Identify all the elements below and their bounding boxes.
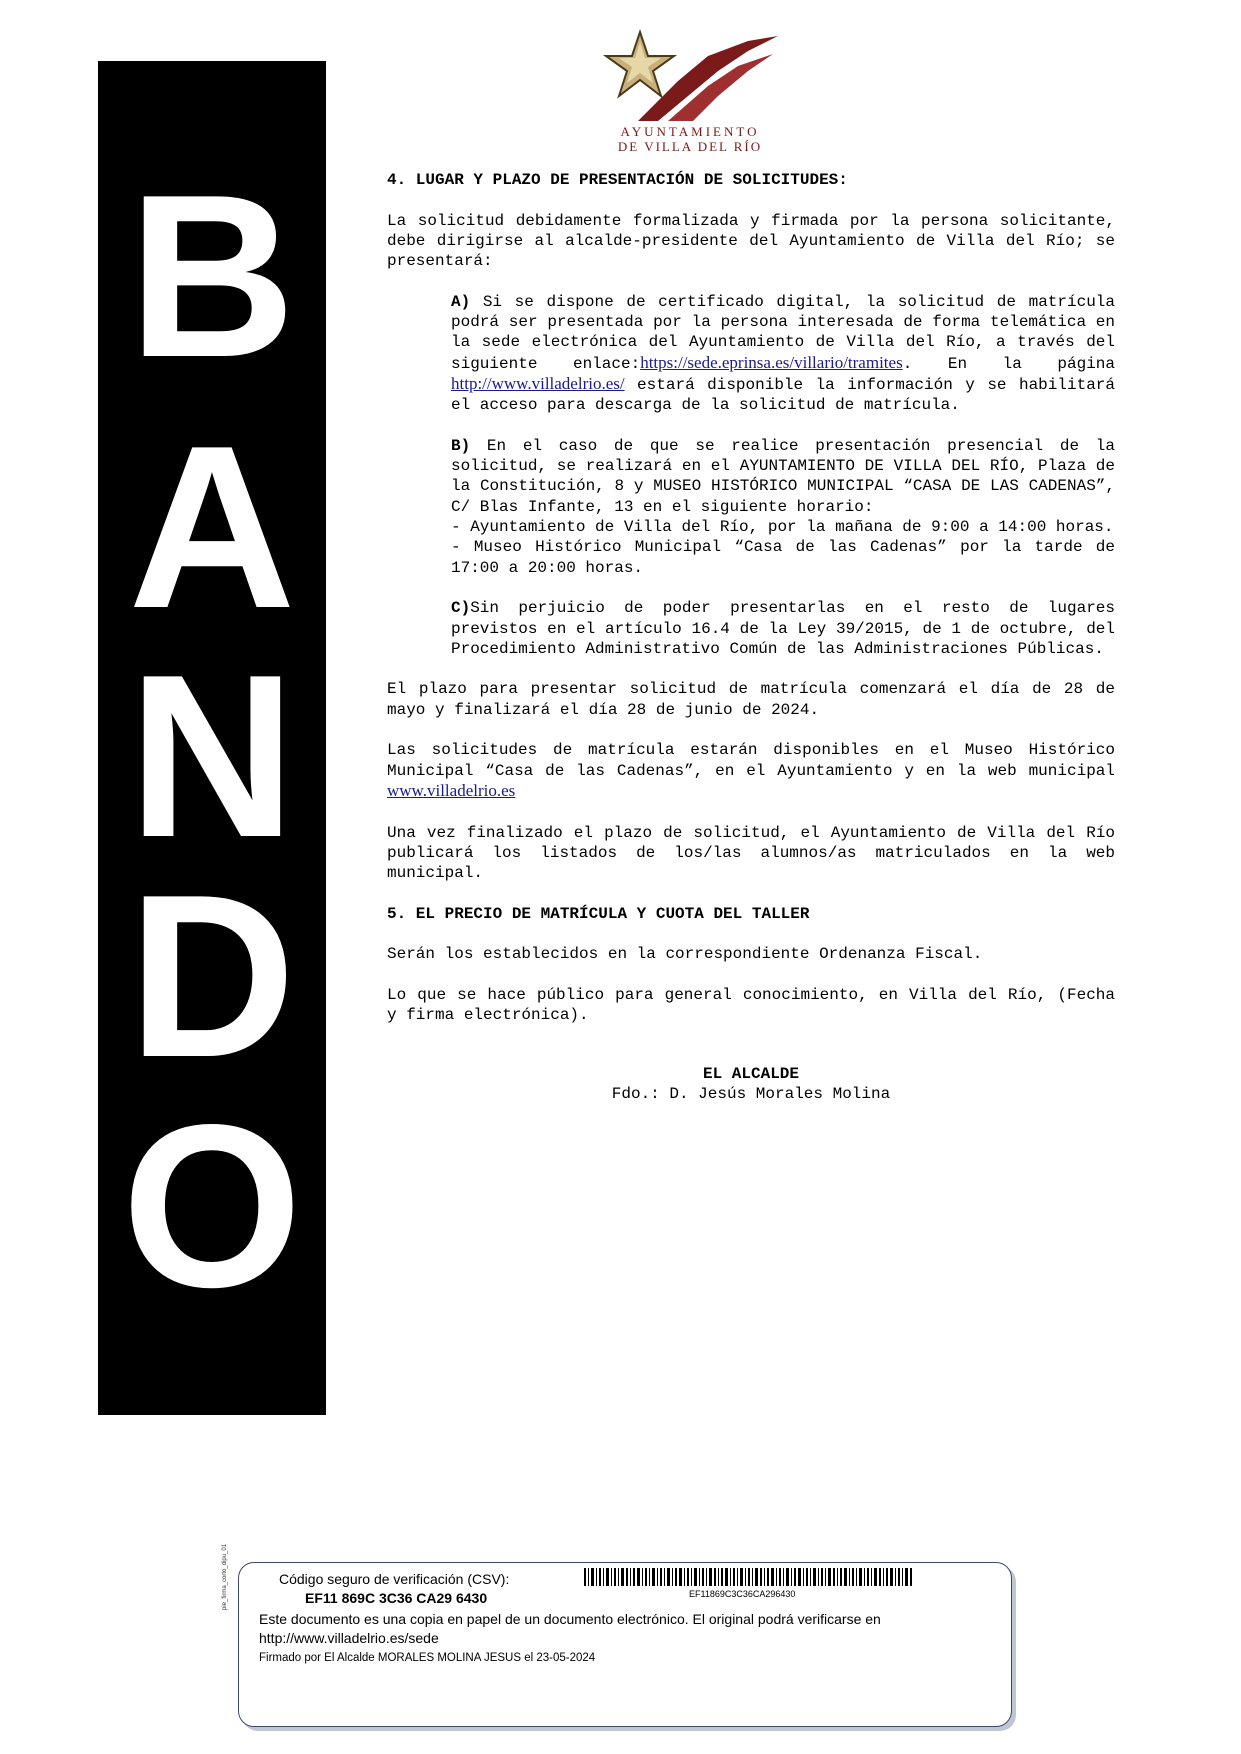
logo-text-line2: DE VILLA DEL RÍO bbox=[617, 139, 763, 154]
villadelrio-link[interactable]: http://www.villadelrio.es/ bbox=[451, 373, 625, 393]
item-c-paragraph bbox=[451, 598, 1115, 659]
item-c-label: C) bbox=[451, 599, 471, 618]
section-4-intro: La solicitud debidamente formalizada y firmada por la persona solicitante, debe dirigirse al alcalde-presidente del Ayuntamiento de Villa del Río; se presentará: bbox=[387, 211, 1115, 271]
star-and-mountains-logo-icon bbox=[598, 26, 782, 126]
csv-label: Código seguro de verificación (CSV): bbox=[279, 1571, 510, 1587]
listados-paragraph: Una vez finalizado el plazo de solicitud, el Ayuntamiento de Villa del Río publicará los listados de los/las alumnos/as matriculados en la web municipal. bbox=[387, 823, 1115, 883]
bando-banner bbox=[98, 61, 326, 1415]
banner-letter-a: A bbox=[128, 398, 296, 657]
closing-paragraph: Lo que se hace público para general conocimiento, en Villa del Río, (Fecha y firma electrónica). bbox=[387, 985, 1115, 1025]
item-a-text2: . En la página bbox=[902, 354, 1115, 373]
sede-link[interactable]: https://sede.eprinsa.es/villario/tramites bbox=[640, 352, 903, 372]
verification-url[interactable]: http://www.villadelrio.es/sede bbox=[259, 1630, 439, 1646]
barcode-icon bbox=[584, 1568, 914, 1586]
item-a-text3: estará disponible la información y se habilitará el acceso para descarga de la solicitud de matrícula. bbox=[451, 375, 1115, 415]
signed-by: Firmado por El Alcalde MORALES MOLINA JESUS el 23-05-2024 bbox=[259, 1652, 596, 1664]
banner-letter-n: N bbox=[128, 627, 296, 886]
item-b-paragraph bbox=[451, 436, 1115, 517]
banner-letter-b: B bbox=[128, 147, 296, 406]
item-c-text: Sin perjuicio de poder presentarlas en el resto de lugares previstos en el artículo 16.4 de la Ley 39/2015, de 1 de octubre, del Procedimiento Administrativo Común de las Administraciones Públicas. bbox=[451, 599, 1115, 658]
side-footer-code: pie_firma_corto_dipu_01 bbox=[222, 1543, 228, 1610]
item-b-line2: - Museo Histórico Municipal “Casa de las Cadenas” por la tarde de 17:00 a 20:00 horas. bbox=[451, 538, 1115, 577]
web-municipal-link[interactable]: www.villadelrio.es bbox=[387, 780, 516, 800]
signature-title: EL ALCALDE bbox=[702, 1064, 799, 1083]
disponibles-paragraph bbox=[387, 740, 1115, 802]
item-b-line1: - Ayuntamiento de Villa del Río, por la mañana de 9:00 a 14:00 horas. bbox=[451, 518, 1114, 537]
item-a-label: A) bbox=[451, 292, 471, 311]
signature-name: Fdo.: D. Jesús Morales Molina bbox=[611, 1085, 891, 1104]
banner-letter-o: O bbox=[121, 1077, 303, 1336]
barcode-caption: EF11869C3C36CA296430 bbox=[689, 1589, 796, 1599]
item-b-label: B) bbox=[451, 436, 471, 455]
plazo-paragraph: El plazo para presentar solicitud de matrícula comenzará el día de 28 de mayo y finalizará el día 28 de junio de 2024. bbox=[387, 680, 1115, 719]
section-5-heading: 5. EL PRECIO DE MATRÍCULA Y CUOTA DEL TALLER bbox=[387, 904, 810, 923]
csv-code: EF11 869C 3C36 CA29 6430 bbox=[305, 1590, 488, 1606]
section-4-heading: 4. LUGAR Y PLAZO DE PRESENTACIÓN DE SOLICITUDES: bbox=[387, 171, 848, 189]
item-b-text: En el caso de que se realice presentación presencial de la solicitud, se realizará en el AYUNTAMIENTO DE VILLA DEL RÍO, Plaza de la Constitución, 8 y MUSEO HISTÓRICO MUNICIPAL “CASA DE LAS CADENAS”, C/ Blas Infante, 13 en el siguiente horario: bbox=[451, 436, 1115, 516]
document-body bbox=[387, 170, 1115, 1104]
verification-box bbox=[238, 1562, 1012, 1727]
item-a-paragraph bbox=[451, 292, 1115, 416]
banner-letter-d: D bbox=[128, 847, 296, 1106]
verification-note: Este documento es una copia en papel de un documento electrónico. El original podrá verificarse en bbox=[259, 1611, 881, 1627]
disponibles-text: Las solicitudes de matrícula estarán disponibles en el Museo Histórico Municipal “Casa de las Cadenas”, en el Ayuntamiento y en la web municipal bbox=[387, 741, 1115, 780]
section-5-text: Serán los establecidos en la correspondiente Ordenanza Fiscal. bbox=[387, 945, 983, 964]
item-a-text1: Si se dispone de certificado digital, la solicitud de matrícula podrá ser presentada por la persona interesada de forma telemática en la sede electrónica del Ayuntamiento de Villa del Río, a través del siguiente enlace: bbox=[451, 292, 1115, 373]
municipality-logo bbox=[598, 26, 782, 156]
logo-text-line1: AYUNTAMIENTO bbox=[620, 124, 760, 139]
